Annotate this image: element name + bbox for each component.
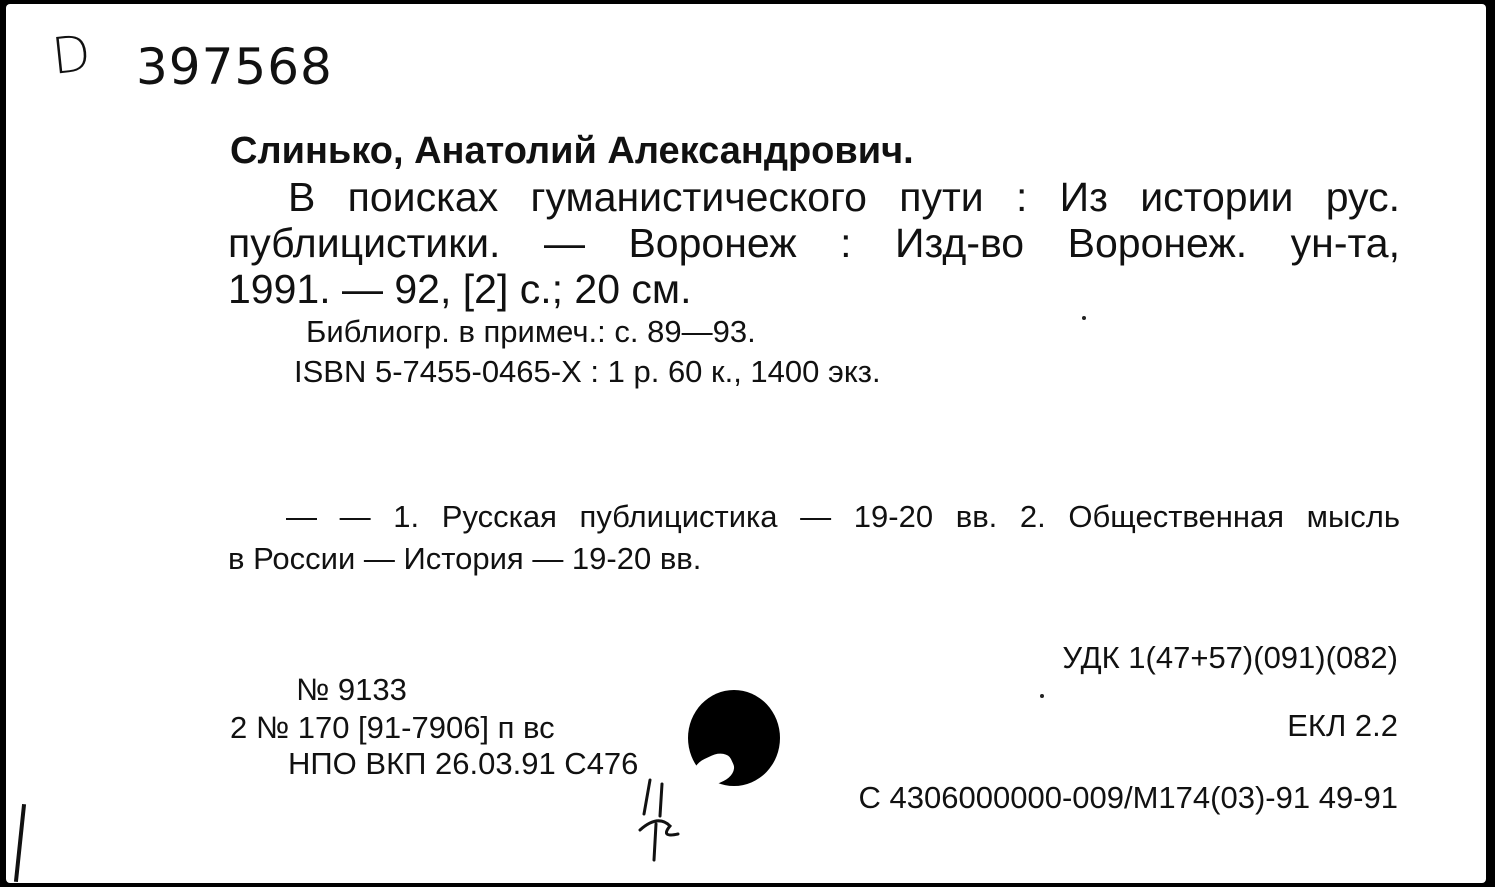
subject-headings (228, 496, 1400, 580)
title-line-3: 1991. — 92, [2] с.; 20 см. (228, 266, 692, 312)
order-number: № 9133 (296, 672, 407, 707)
inventory-letter: D (49, 24, 94, 86)
title-line-2: публицистики. — Воронеж : Изд-во Воронеж. ун-та, (228, 220, 1400, 266)
inventory-number: 397568 (136, 38, 333, 96)
handwritten-mark-icon (630, 774, 710, 864)
subject-line-2: в России — История — 19-20 вв. (228, 541, 702, 576)
ink-stamp-blot (688, 690, 780, 786)
title-description (228, 174, 1400, 312)
author-heading: Слинько, Анатолий Александрович. (230, 130, 914, 172)
speck (1082, 316, 1086, 320)
catalog-code: С 4306000000-009/М174(03)-91 49-91 (858, 780, 1398, 815)
subject-line-1: — — 1. Русская публицистика — 19-20 вв. 2. Общественная мысль (286, 499, 1400, 534)
margin-pen-stroke (14, 804, 26, 882)
npo-info: НПО ВКП 26.03.91 С476 (288, 746, 639, 781)
title-line-1: В поисках гуманистического пути : Из истории рус. (288, 174, 1400, 220)
print-info: 2 № 170 [91-7906] п вс (230, 710, 555, 745)
udk-code: УДК 1(47+57)(091)(082) (1062, 640, 1398, 675)
library-catalog-card (6, 4, 1486, 883)
isbn-note: ISBN 5-7455-0465-X : 1 р. 60 к., 1400 экз. (294, 354, 881, 389)
ekl-code: ЕКЛ 2.2 (1287, 708, 1398, 743)
bibliography-note: Библиогр. в примеч.: с. 89—93. (306, 314, 756, 349)
speck (1040, 694, 1044, 698)
